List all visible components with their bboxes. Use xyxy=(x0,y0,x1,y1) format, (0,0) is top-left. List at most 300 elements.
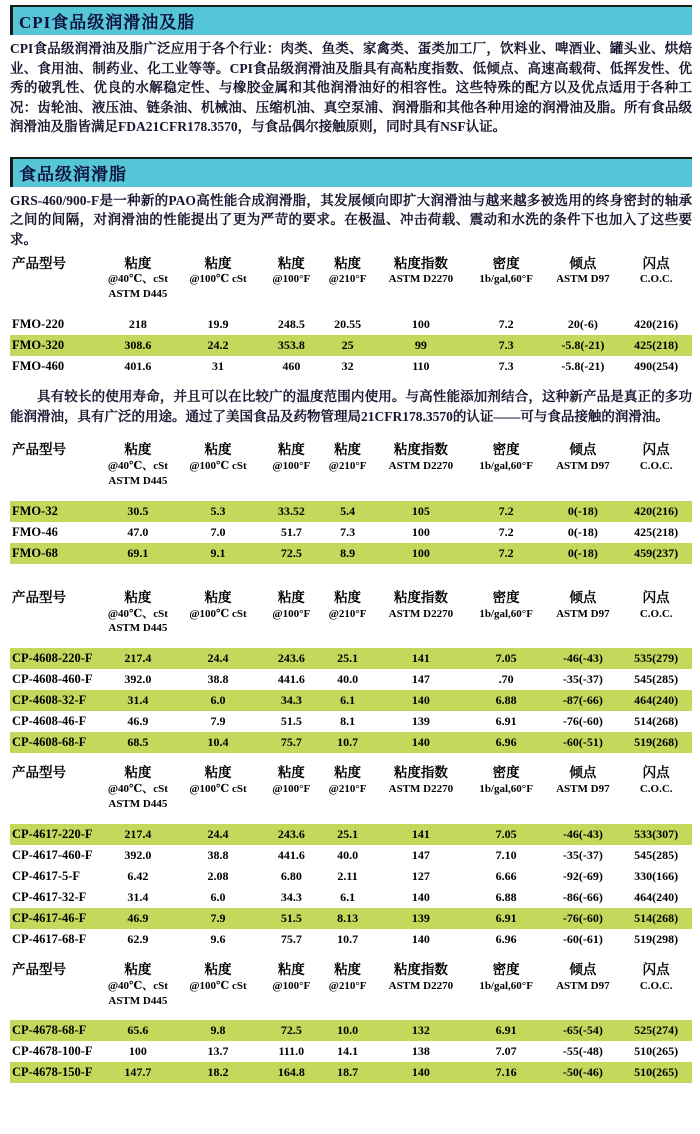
value-cell: 401.6 xyxy=(124,359,152,374)
value-cell: 535(279) xyxy=(620,648,692,669)
column-header xyxy=(467,440,545,501)
column-header xyxy=(102,588,174,649)
value-cell: 111.0 xyxy=(278,1044,305,1059)
value-cell: 514(268) xyxy=(634,714,679,729)
value-cell: -76(-60) xyxy=(562,714,603,729)
column-header-title: 粘度指数 xyxy=(393,255,448,271)
column-header-title: 粘度 xyxy=(334,765,362,781)
value-cell: 243.6 xyxy=(262,824,320,845)
column-header-subtitle: ASTM D2270 xyxy=(388,460,454,473)
column-header-subtitle: C.O.C. xyxy=(639,607,673,620)
column-header xyxy=(320,440,375,501)
value-cell: 545(285) xyxy=(634,847,679,862)
column-header-title: 粘度 xyxy=(277,961,305,977)
table-row xyxy=(10,543,692,564)
column-header-subtitle: @40℃、cSt xyxy=(107,783,168,796)
column-header xyxy=(620,960,692,1021)
intro-paragraph: CPI食品级润滑油及脂广泛应用于各个行业：肉类、鱼类、家禽类、蛋类加工厂，饮料业、啤酒业、罐头业、烘焙业、食用油、制药业、化工业等等。CPI食品级润滑油及脂具有高粘度指数、低倾点、高速高载荷、低挥发性、优秀的破乳性、优良的水解稳定性、与橡胶金属和其他润滑油好的相容性。这些特殊的配方以及优点适用于各种工况：齿轮油、液压油、链条油、机械油、压缩机油、真空泵浦、润滑脂和其他各种用途的润滑油及脂。所有食品级润滑油及脂皆满足FDA21CFR178.3570，与食品偶尔接触原则，同时具有NSF认证。 xyxy=(10,41,692,135)
value-cell: 248.5 xyxy=(277,317,305,332)
value-cell: 147 xyxy=(411,847,430,862)
value-cell: 20.55 xyxy=(334,317,362,332)
column-header-subtitle: ASTM D97 xyxy=(556,607,610,620)
value-cell: 46.9 xyxy=(127,714,149,729)
column-header-subtitle: @40℃、cSt xyxy=(107,273,168,286)
column-header-subtitle: ASTM D2270 xyxy=(388,607,454,620)
value-cell: 5.4 xyxy=(320,501,375,522)
table-header-row xyxy=(10,588,692,649)
value-cell: 99 xyxy=(375,335,467,356)
value-cell: 75.7 xyxy=(280,931,302,946)
table-row xyxy=(10,732,692,753)
value-cell: -86(-66) xyxy=(562,889,603,904)
column-header xyxy=(620,763,692,824)
column-header-title: 粘度 xyxy=(124,255,152,271)
table-row xyxy=(10,356,692,377)
column-header-title: 粘度 xyxy=(124,589,152,605)
column-header-title: 粘度 xyxy=(277,255,305,271)
column-header-subtitle: ASTM D97 xyxy=(556,460,610,473)
column-header-title: 粘度 xyxy=(124,961,152,977)
column-header-title: 粘度 xyxy=(204,589,232,605)
value-cell: 7.2 xyxy=(467,543,545,564)
value-cell: 147.7 xyxy=(102,1062,174,1083)
column-header xyxy=(174,763,263,824)
column-header xyxy=(262,440,320,501)
table-cp4608-container xyxy=(10,588,692,754)
value-cell: 459(237) xyxy=(620,543,692,564)
column-header xyxy=(102,763,174,824)
column-header-subtitle: ASTM D97 xyxy=(556,273,610,286)
grease-paragraph: GRS-460/900-F是一种新的PAO高性能合成润滑脂，其发展倾向即扩大润滑油与越来越多被选用的终身密封的轴承之间的间隔，对润滑油的性能提出了更为严苛的要求。在极温、冲击荷载、震动和水洗的条件下也加入了这些要求。 xyxy=(10,192,692,247)
product-model-cell: CP-4608-46-F xyxy=(12,714,87,729)
product-model-cell: CP-4678-100-F xyxy=(12,1044,93,1059)
value-cell: 0(-18) xyxy=(545,543,620,564)
table-row xyxy=(10,887,692,908)
product-model-cell: CP-4617-32-F xyxy=(12,889,87,904)
column-header-subtitle: C.O.C. xyxy=(639,273,673,286)
column-header-title: 产品型号 xyxy=(12,255,66,271)
column-header-title: 倾点 xyxy=(569,255,597,271)
column-header xyxy=(320,960,375,1021)
column-header-title: 粘度指数 xyxy=(393,589,448,605)
column-header xyxy=(320,588,375,649)
spacer xyxy=(10,564,692,588)
value-cell: 308.6 xyxy=(102,335,174,356)
column-header xyxy=(375,440,467,501)
spacer xyxy=(10,950,692,960)
column-header-title: 粘度 xyxy=(204,442,232,458)
column-header-title: 粘度 xyxy=(124,442,152,458)
spacer xyxy=(10,377,692,387)
value-cell: 5.3 xyxy=(174,501,263,522)
column-header-subtitle: ASTM D97 xyxy=(556,979,610,992)
value-cell: 20(-6) xyxy=(567,317,598,332)
value-cell: 9.8 xyxy=(174,1020,263,1041)
value-cell: 132 xyxy=(375,1020,467,1041)
column-header xyxy=(10,763,102,824)
column-header xyxy=(10,960,102,1021)
value-cell: 10.4 xyxy=(174,732,263,753)
value-cell: 24.4 xyxy=(174,824,263,845)
value-cell: 0(-18) xyxy=(567,524,598,539)
table-cp4678-container xyxy=(10,960,692,1084)
value-cell: 420(216) xyxy=(620,501,692,522)
value-cell: 464(240) xyxy=(634,889,679,904)
value-cell: 6.91 xyxy=(467,1020,545,1041)
table-row xyxy=(10,711,692,732)
value-cell: 69.1 xyxy=(102,543,174,564)
product-spec-table xyxy=(10,763,692,950)
value-cell: 32 xyxy=(341,359,354,374)
column-header xyxy=(545,254,620,315)
column-header-title: 粘度指数 xyxy=(393,765,448,781)
value-cell: -55(-48) xyxy=(562,1044,603,1059)
value-cell: 6.0 xyxy=(174,690,263,711)
value-cell: 7.05 xyxy=(467,648,545,669)
value-cell: 7.2 xyxy=(498,317,514,332)
value-cell: 147 xyxy=(411,672,430,687)
value-cell: 10.0 xyxy=(320,1020,375,1041)
column-header-title: 闪点 xyxy=(642,442,670,458)
product-model-cell: CP-4678-150-F xyxy=(10,1062,102,1083)
value-cell: 105 xyxy=(375,501,467,522)
value-cell: 31.4 xyxy=(102,690,174,711)
column-header-title: 倾点 xyxy=(569,442,597,458)
column-header xyxy=(545,440,620,501)
column-header-subtitle: @100°F xyxy=(272,783,311,796)
product-model-cell: CP-4617-5-F xyxy=(12,868,81,883)
table-header-row xyxy=(10,254,692,315)
product-spec-table xyxy=(10,254,692,378)
column-header-subtitle: @100°F xyxy=(272,607,311,620)
value-cell: 8.9 xyxy=(320,543,375,564)
column-header-title: 闪点 xyxy=(642,961,670,977)
value-cell: 6.80 xyxy=(280,868,302,883)
column-header-title: 粘度 xyxy=(277,589,305,605)
column-header xyxy=(102,440,174,501)
value-cell: 6.96 xyxy=(495,931,517,946)
value-cell: 8.13 xyxy=(320,908,375,929)
value-cell: 140 xyxy=(375,1062,467,1083)
value-cell: 34.3 xyxy=(280,889,302,904)
value-cell: .70 xyxy=(498,672,514,687)
value-cell: 127 xyxy=(411,868,430,883)
value-cell: 31.4 xyxy=(127,889,149,904)
value-cell: 545(285) xyxy=(634,672,679,687)
table-row xyxy=(10,314,692,335)
column-header-title: 粘度 xyxy=(204,255,232,271)
value-cell: 24.4 xyxy=(174,648,263,669)
value-cell: 464(240) xyxy=(620,690,692,711)
product-model-cell: CP-4608-460-F xyxy=(12,672,93,687)
mid-paragraph: 具有较长的使用寿命，并且可以在比较广的温度范围内使用。与高性能添加剂结合，这种新产品是真正的多功能润滑油，具有广泛的用途。通过了美国食品及药物管理局21CFR178.3570的认证——可与食品接触的润滑油。 xyxy=(10,389,692,424)
value-cell: 425(218) xyxy=(634,524,679,539)
value-cell: 7.10 xyxy=(495,847,517,862)
value-cell: 7.2 xyxy=(498,524,514,539)
column-header xyxy=(320,254,375,315)
value-cell: -76(-60) xyxy=(545,908,620,929)
column-header-subtitle: ASTM D2270 xyxy=(388,783,454,796)
product-model-cell: CP-4617-220-F xyxy=(10,824,102,845)
value-cell: 68.5 xyxy=(102,732,174,753)
column-header-title: 产品型号 xyxy=(12,442,66,458)
value-cell: -65(-54) xyxy=(545,1020,620,1041)
column-header-subtitle: ASTM D97 xyxy=(556,783,610,796)
value-cell: 7.16 xyxy=(467,1062,545,1083)
value-cell: 24.2 xyxy=(174,335,263,356)
column-header-title: 产品型号 xyxy=(12,765,66,781)
value-cell: 100 xyxy=(375,543,467,564)
column-header xyxy=(545,588,620,649)
column-header-subtitle: @100°F xyxy=(272,979,311,992)
value-cell: 6.88 xyxy=(467,690,545,711)
value-cell: 6.0 xyxy=(210,889,226,904)
value-cell: 7.07 xyxy=(495,1044,517,1059)
column-header-title: 粘度 xyxy=(334,255,362,271)
value-cell: 6.1 xyxy=(340,889,356,904)
table-row xyxy=(10,335,692,356)
value-cell: 30.5 xyxy=(102,501,174,522)
column-header xyxy=(320,763,375,824)
value-cell: 441.6 xyxy=(277,847,305,862)
section-title-main-text: CPI食品级润滑油及脂 xyxy=(19,13,196,32)
value-cell: 7.2 xyxy=(467,501,545,522)
value-cell: 525(274) xyxy=(620,1020,692,1041)
value-cell: -35(-37) xyxy=(562,847,603,862)
value-cell: 217.4 xyxy=(102,648,174,669)
value-cell: 533(307) xyxy=(620,824,692,845)
value-cell: 510(265) xyxy=(620,1062,692,1083)
value-cell: 7.9 xyxy=(210,714,226,729)
column-header-subtitle: @100℃ cSt xyxy=(189,607,247,620)
value-cell: 72.5 xyxy=(262,543,320,564)
column-header xyxy=(102,960,174,1021)
product-model-cell: FMO-320 xyxy=(10,335,102,356)
column-header xyxy=(174,254,263,315)
column-header xyxy=(545,960,620,1021)
column-header-subtitle: ASTM D2270 xyxy=(388,979,454,992)
column-header xyxy=(10,588,102,649)
product-spec-table xyxy=(10,588,692,754)
value-cell: 218 xyxy=(128,317,147,332)
product-model-cell: FMO-68 xyxy=(10,543,102,564)
column-header xyxy=(620,588,692,649)
value-cell: 47.0 xyxy=(127,524,149,539)
value-cell: -5.8(-21) xyxy=(561,359,605,374)
product-model-cell: CP-4617-460-F xyxy=(12,847,93,862)
value-cell: 460 xyxy=(282,359,301,374)
column-header xyxy=(620,440,692,501)
value-cell: 7.3 xyxy=(467,335,545,356)
spacer xyxy=(10,141,692,157)
column-header-subtitle: @210°F xyxy=(328,783,367,796)
column-header-title: 粘度 xyxy=(334,442,362,458)
column-header-subtitle: @40℃、cSt xyxy=(107,460,168,473)
column-header-title: 闪点 xyxy=(642,765,670,781)
value-cell: 40.0 xyxy=(337,672,359,687)
column-header-subtitle: @100℃ cSt xyxy=(189,979,247,992)
column-header-subtitle: 1b/gal,60°F xyxy=(479,607,533,620)
value-cell: 6.91 xyxy=(467,908,545,929)
value-cell: 514(268) xyxy=(620,908,692,929)
table-row xyxy=(10,1041,692,1062)
section-title-main xyxy=(10,5,692,35)
column-header-subtitle: 1b/gal,60°F xyxy=(479,979,533,992)
column-header-subtitle: @100℃ cSt xyxy=(189,460,247,473)
column-header-subtitle: @40℃、cSt xyxy=(107,979,168,992)
product-model-cell: FMO-46 xyxy=(12,524,58,539)
value-cell: 13.7 xyxy=(207,1044,229,1059)
table-header-row xyxy=(10,960,692,1021)
value-cell: -46(-43) xyxy=(545,648,620,669)
spacer xyxy=(10,430,692,440)
table-row xyxy=(10,522,692,543)
column-header-subtitle: @100℃ cSt xyxy=(189,273,247,286)
column-header-subtitle: @100°F xyxy=(272,273,311,286)
product-model-cell: FMO-460 xyxy=(12,359,65,374)
value-cell: 75.7 xyxy=(262,732,320,753)
column-header-subtitle: @100°F xyxy=(272,460,311,473)
value-cell: 100 xyxy=(128,1044,147,1059)
column-header xyxy=(467,588,545,649)
column-header-title: 粘度指数 xyxy=(393,442,448,458)
table-row xyxy=(10,908,692,929)
value-cell: 25.1 xyxy=(320,648,375,669)
column-header-title: 倾点 xyxy=(569,961,597,977)
table-row xyxy=(10,1062,692,1083)
value-cell: 33.52 xyxy=(262,501,320,522)
value-cell: -5.8(-21) xyxy=(545,335,620,356)
value-cell: 441.6 xyxy=(277,672,305,687)
value-cell: 14.1 xyxy=(337,1044,359,1059)
value-cell: 38.8 xyxy=(207,672,229,687)
column-header xyxy=(262,960,320,1021)
value-cell: 425(218) xyxy=(620,335,692,356)
section-title-grease xyxy=(10,157,692,187)
column-header-subtitle: 1b/gal,60°F xyxy=(479,273,533,286)
value-cell: 38.8 xyxy=(207,847,229,862)
column-header-title: 密度 xyxy=(492,765,520,781)
value-cell: 2.11 xyxy=(337,868,358,883)
value-cell: 243.6 xyxy=(262,648,320,669)
value-cell: 7.3 xyxy=(340,524,356,539)
value-cell: 18.2 xyxy=(174,1062,263,1083)
column-header-subtitle: @40℃、cSt xyxy=(107,607,168,620)
value-cell: 519(298) xyxy=(634,931,679,946)
column-header-title: 密度 xyxy=(492,442,520,458)
value-cell: 0(-18) xyxy=(545,501,620,522)
column-header-title: 粘度 xyxy=(204,961,232,977)
value-cell: 330(166) xyxy=(634,868,679,883)
table-row xyxy=(10,648,692,669)
value-cell: 353.8 xyxy=(262,335,320,356)
value-cell: 51.7 xyxy=(280,524,302,539)
value-cell: 510(265) xyxy=(634,1044,679,1059)
column-header xyxy=(174,960,263,1021)
column-header-subtitle: @210°F xyxy=(328,273,367,286)
spacer xyxy=(10,753,692,763)
value-cell: 34.3 xyxy=(262,690,320,711)
value-cell: 6.1 xyxy=(320,690,375,711)
product-model-cell: CP-4617-68-F xyxy=(12,931,87,946)
value-cell: 72.5 xyxy=(262,1020,320,1041)
product-model-cell: CP-4678-68-F xyxy=(10,1020,102,1041)
column-header-title: 倾点 xyxy=(569,765,597,781)
column-header-title: 粘度 xyxy=(277,442,305,458)
column-header-title: 闪点 xyxy=(642,589,670,605)
table-row xyxy=(10,501,692,522)
product-model-cell: CP-4608-68-F xyxy=(10,732,102,753)
table-row xyxy=(10,866,692,887)
product-spec-table xyxy=(10,960,692,1084)
value-cell: 519(268) xyxy=(620,732,692,753)
table-header-row xyxy=(10,440,692,501)
value-cell: 139 xyxy=(411,714,430,729)
value-cell: 7.3 xyxy=(498,359,514,374)
value-cell: 19.9 xyxy=(207,317,229,332)
section-title-grease-text: 食品级润滑脂 xyxy=(19,164,127,184)
table-fmo-heavy-container xyxy=(10,254,692,378)
value-cell: 490(254) xyxy=(634,359,679,374)
column-header-subtitle: @210°F xyxy=(328,607,367,620)
column-header-subtitle: ASTM D445 xyxy=(108,622,168,635)
value-cell: 2.08 xyxy=(207,868,229,883)
column-header xyxy=(375,588,467,649)
column-header-subtitle: ASTM D445 xyxy=(108,474,168,487)
column-header-subtitle: @210°F xyxy=(328,979,367,992)
value-cell: -50(-46) xyxy=(545,1062,620,1083)
column-header xyxy=(262,588,320,649)
column-header xyxy=(545,763,620,824)
value-cell: 420(216) xyxy=(634,317,679,332)
value-cell: 8.1 xyxy=(340,714,356,729)
column-header-subtitle: 1b/gal,60°F xyxy=(479,460,533,473)
column-header-title: 闪点 xyxy=(642,255,670,271)
product-spec-table xyxy=(10,440,692,564)
value-cell: 31 xyxy=(212,359,224,374)
value-cell: -60(-61) xyxy=(562,931,603,946)
column-header xyxy=(10,440,102,501)
product-model-cell: FMO-32 xyxy=(10,501,102,522)
product-model-cell: FMO-220 xyxy=(12,317,65,332)
column-header xyxy=(467,763,545,824)
value-cell: 7.05 xyxy=(467,824,545,845)
value-cell: 392.0 xyxy=(124,847,152,862)
value-cell: 392.0 xyxy=(124,672,152,687)
value-cell: 7.9 xyxy=(174,908,263,929)
column-header-subtitle: 1b/gal,60°F xyxy=(479,783,533,796)
value-cell: 164.8 xyxy=(262,1062,320,1083)
value-cell: 9.1 xyxy=(174,543,263,564)
table-cp4617-container xyxy=(10,763,692,950)
product-model-cell: CP-4608-32-F xyxy=(10,690,102,711)
value-cell: 10.7 xyxy=(337,931,359,946)
table-row xyxy=(10,690,692,711)
value-cell: -87(-66) xyxy=(545,690,620,711)
value-cell: 6.96 xyxy=(467,732,545,753)
value-cell: 217.4 xyxy=(102,824,174,845)
value-cell: 25 xyxy=(320,335,375,356)
value-cell: 6.91 xyxy=(495,714,517,729)
table-row xyxy=(10,929,692,950)
value-cell: 62.9 xyxy=(127,931,149,946)
column-header xyxy=(262,254,320,315)
column-header-title: 倾点 xyxy=(569,589,597,605)
column-header-title: 密度 xyxy=(492,961,520,977)
column-header xyxy=(467,254,545,315)
table-row xyxy=(10,845,692,866)
table-row xyxy=(10,824,692,845)
